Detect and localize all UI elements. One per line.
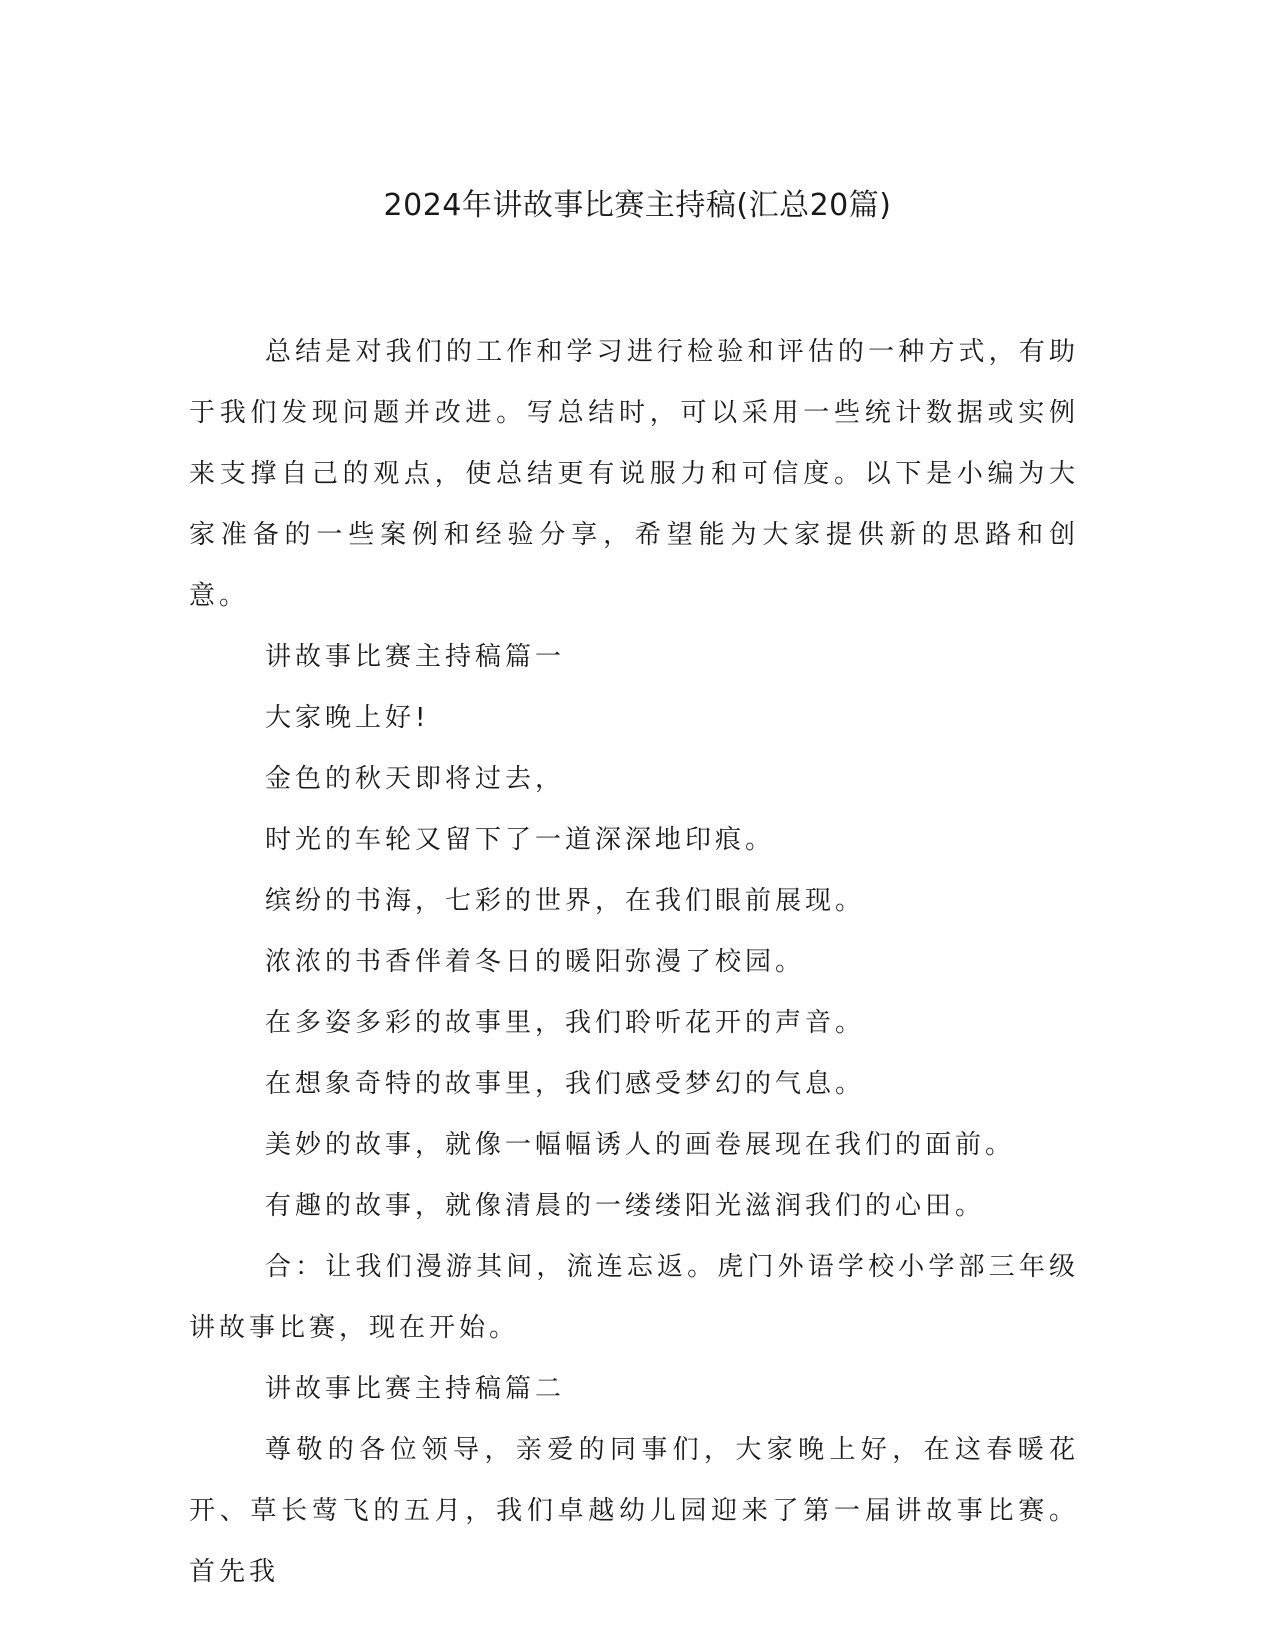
body-line: 在多姿多彩的故事里，我们聆听花开的声音。 — [265, 1008, 866, 1038]
section-2-paragraph: 尊敬的各位领导，亲爱的同事们，大家晚上好，在这春暖花开、草长莺飞的五月，我们卓越幼儿园迎来了第一届讲故事比赛。首先我 — [189, 1435, 1079, 1587]
body-line: 有趣的故事，就像清晨的一缕缕阳光滋润我们的心田。 — [265, 1191, 986, 1221]
closing-paragraph: 合：让我们漫游其间，流连忘返。虎门外语学校小学部三年级讲故事比赛，现在开始。 — [189, 1252, 1079, 1343]
body-line: 在想象奇特的故事里，我们感受梦幻的气息。 — [265, 1069, 866, 1099]
document-body — [189, 322, 1079, 1603]
document-title: 2024年讲故事比赛主持稿(汇总20篇) — [383, 188, 892, 223]
body-line: 缤纷的书海，七彩的世界，在我们眼前展现。 — [265, 886, 866, 916]
section-heading-1: 讲故事比赛主持稿篇一 — [265, 642, 566, 672]
body-line: 美妙的故事，就像一幅幅诱人的画卷展现在我们的面前。 — [265, 1130, 1016, 1160]
body-line: 金色的秋天即将过去， — [265, 764, 566, 794]
greeting-line: 大家晚上好! — [265, 703, 430, 733]
body-line: 浓浓的书香伴着冬日的暖阳弥漫了校园。 — [265, 947, 806, 977]
section-heading-2: 讲故事比赛主持稿篇二 — [265, 1374, 566, 1404]
intro-paragraph: 总结是对我们的工作和学习进行检验和评估的一种方式，有助于我们发现问题并改进。写总结时，可以采用一些统计数据或实例来支撑自己的观点，使总结更有说服力和可信度。以下是小编为大家准备的一些案例和经验分享，希望能为大家提供新的思路和创意。 — [189, 337, 1079, 611]
body-line: 时光的车轮又留下了一道深深地印痕。 — [265, 825, 776, 855]
